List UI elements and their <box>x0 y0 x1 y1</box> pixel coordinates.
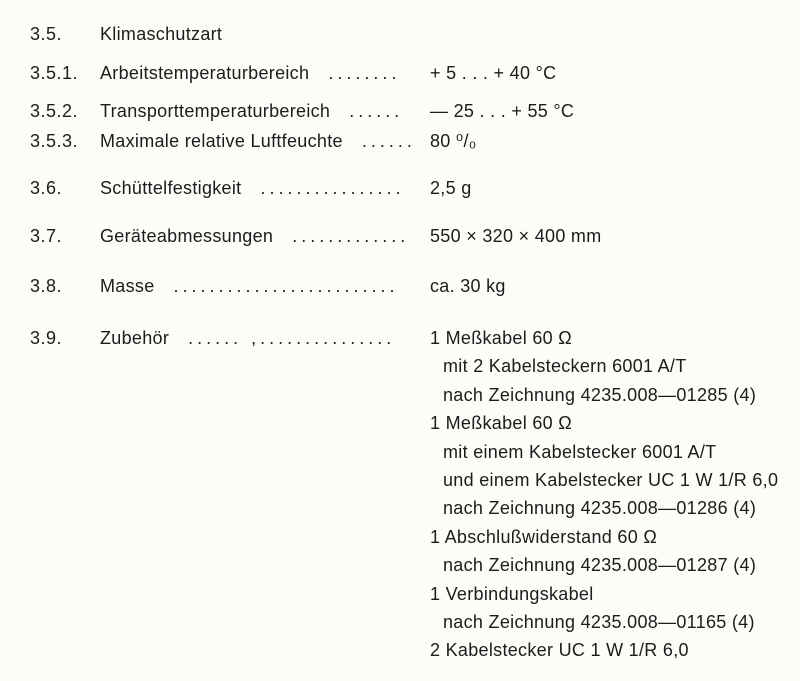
section-number: 3.5.1. <box>30 63 79 83</box>
dot-leader: ................ <box>260 178 405 198</box>
accessory-line: mit 2 Kabelsteckern 6001 A/T <box>443 356 687 377</box>
spec-row-3-5 <box>30 23 790 45</box>
dot-leader: ......................... <box>173 276 399 296</box>
accessory-line: 2 Kabelstecker UC 1 W 1/R 6,0 <box>430 640 689 661</box>
spec-label: Masse <box>100 276 155 296</box>
dot-leader: ........ <box>328 63 401 83</box>
accessory-line: mit einem Kabelstecker 6001 A/T <box>443 441 717 462</box>
accessory-line: nach Zeichnung 4235.008—01286 (4) <box>443 498 757 519</box>
accessory-line: nach Zeichnung 4235.008—01285 (4) <box>443 384 757 405</box>
spec-value: 550 × 320 × 400 mm <box>430 226 602 246</box>
section-number: 3.5.3. <box>30 131 79 151</box>
dot-leader: ............. <box>292 226 410 246</box>
spec-value: 2,5 g <box>430 178 472 198</box>
section-number: 3.6. <box>30 178 63 198</box>
accessory-line: nach Zeichnung 4235.008—01287 (4) <box>443 555 757 576</box>
spec-label: Arbeitstemperaturbereich <box>100 63 310 83</box>
spec-label: Transporttemperaturbereich <box>100 101 331 121</box>
spec-value: 80 ⁰/₀ <box>430 131 477 151</box>
spec-label: Maximale relative Luftfeuchte <box>100 131 343 151</box>
spec-value: + 5 . . . + 40 °C <box>430 63 557 83</box>
spec-label: Klimaschutzart <box>100 24 223 44</box>
accessory-line: 1 Verbindungskabel <box>430 583 594 604</box>
spec-row-3-5-1 <box>30 62 790 84</box>
accessory-line: 1 Meßkabel 60 Ω <box>430 413 573 434</box>
accessory-line: nach Zeichnung 4235.008—01165 (4) <box>443 612 755 633</box>
accessory-line: 1 Meßkabel 60 Ω <box>430 328 573 348</box>
spec-row-3-7 <box>30 225 790 247</box>
section-number: 3.5. <box>30 24 63 44</box>
dot-leader: ...... <box>361 131 416 151</box>
section-number: 3.8. <box>30 276 63 296</box>
spec-row-3-5-3 <box>30 130 790 152</box>
section-number: 3.5.2. <box>30 101 79 121</box>
dot-leader: ...... <box>349 101 404 121</box>
spec-value: — 25 . . . + 55 °C <box>430 101 575 121</box>
spec-row-3-8 <box>30 275 790 297</box>
accessory-line: 1 Abschlußwiderstand 60 Ω <box>430 526 658 547</box>
spec-label: Geräteabmessungen <box>100 226 274 246</box>
spec-value: ca. 30 kg <box>430 276 506 296</box>
section-number: 3.7. <box>30 226 63 246</box>
spec-row-3-9 <box>30 324 790 665</box>
spec-label: Zubehör <box>100 328 170 348</box>
spec-label: Schüttelfestigkeit <box>100 178 242 198</box>
accessory-line: und einem Kabelstecker UC 1 W 1/R 6,0 <box>443 470 779 491</box>
accessories-list <box>430 324 790 665</box>
section-number: 3.9. <box>30 328 63 348</box>
dot-leader: ...... ,............... <box>188 328 396 348</box>
spec-row-3-5-2 <box>30 100 790 122</box>
spec-row-3-6 <box>30 177 790 199</box>
